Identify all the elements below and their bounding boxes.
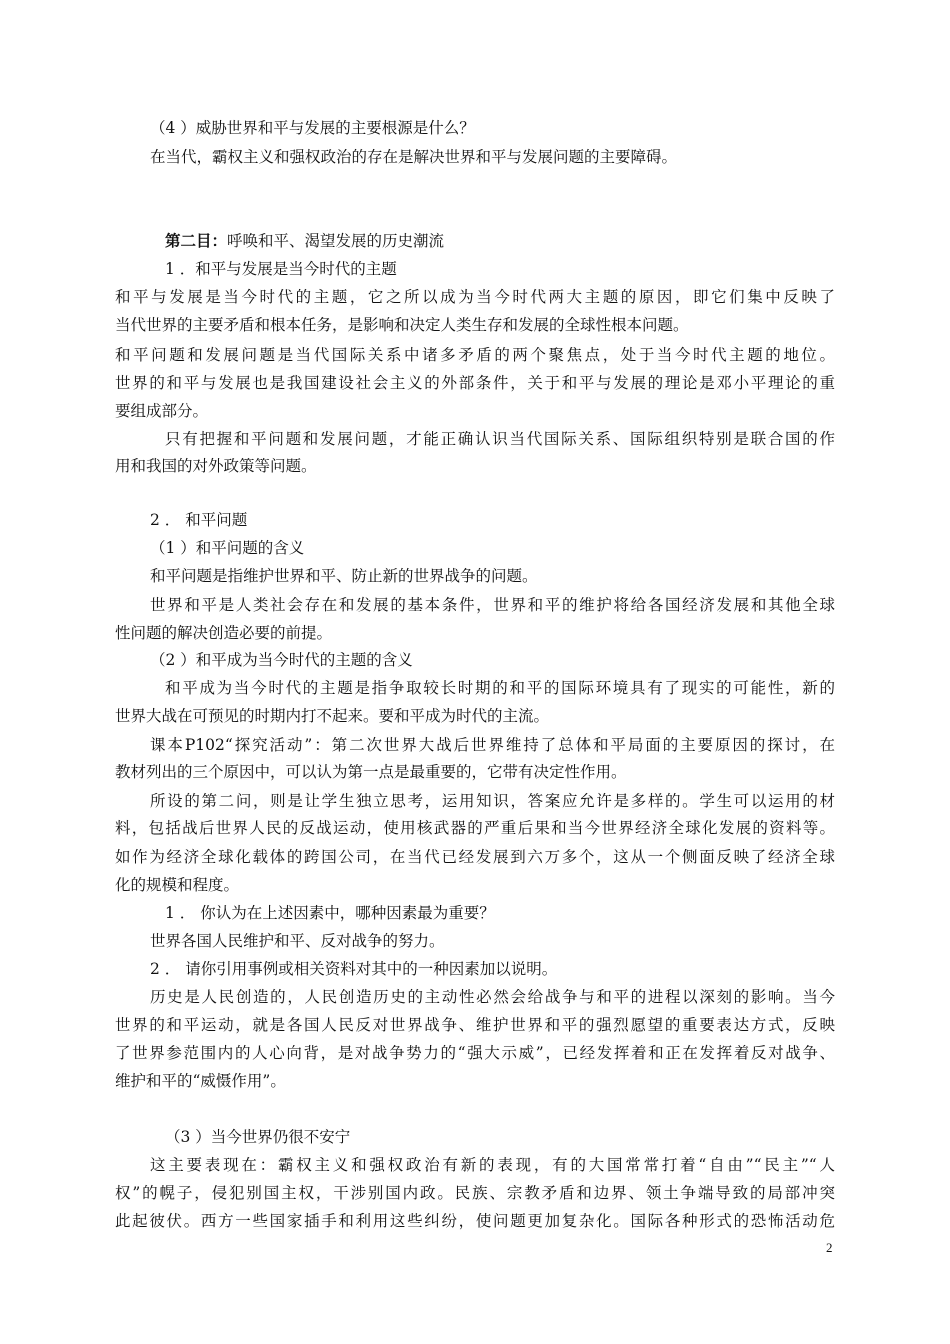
paragraph-line: 性问题的解决创造必要的前提。 — [115, 624, 333, 642]
subsection-2-heading: 2 ． 和平问题 — [150, 511, 248, 529]
paragraph-line: 如作为经济全球化载体的跨国公司，在当代已经发展到六万多个，这从一个侧面反映了经济全球 — [115, 848, 835, 866]
paragraph-line: 世界大战在可预见的时期内打不起来。要和平成为时代的主流。 — [115, 707, 550, 725]
paragraph-line: 这主要表现在：霸权主义和强权政治有新的表现，有的大国常常打着“自由”“民主”“人 — [150, 1156, 835, 1174]
question-4-heading: （4 ）威胁世界和平与发展的主要根源是什么？ — [150, 119, 475, 137]
question-2-heading: 2 ． 请你引用事例或相关资料对其中的一种因素加以说明。 — [150, 960, 558, 978]
paragraph-line: 所设的第二问，则是让学生独立思考，运用知识，答案应允许是多样的。学生可以运用的材 — [150, 792, 835, 810]
page-number: 2 — [826, 1240, 833, 1255]
paragraph-line: 教材列出的三个原因中，可以认为第一点是最重要的，它带有决定性作用。 — [115, 763, 627, 781]
paragraph-line: 了世界参范围内的人心向背，是对战争势力的“强大示威”，已经发挥着和正在发挥着反对战争、 — [115, 1044, 835, 1062]
paragraph-line: 和平成为当今时代的主题是指争取较长时期的和平的国际环境具有了现实的可能性，新的 — [165, 679, 835, 697]
paragraph-line: 维护和平的“威慑作用”。 — [115, 1072, 286, 1090]
point-1-heading: （1 ）和平问题的含义 — [150, 539, 305, 557]
point-3-heading: （3 ）当今世界仍很不安宁 — [165, 1128, 351, 1146]
paragraph-line: 世界和平是人类社会存在和发展的基本条件，世界和平的维护将给各国经济发展和其他全球 — [150, 596, 835, 614]
section-heading-title: 呼唤和平、渴望发展的历史潮流 — [227, 232, 445, 250]
paragraph-line: 和平问题是指维护世界和平、防止新的世界战争的问题。 — [150, 567, 538, 585]
paragraph-line: 课本P102“探究活动”：第二次世界大战后世界维持了总体和平局面的主要原因的探讨，在 — [150, 736, 835, 754]
paragraph-line: 世界的和平与发展也是我国建设社会主义的外部条件，关于和平与发展的理论是邓小平理论的重 — [115, 374, 835, 392]
paragraph-line: 世界各国人民维护和平、反对战争的努力。 — [150, 932, 445, 950]
paragraph-line: 和平问题和发展问题是当代国际关系中诸多矛盾的两个聚焦点，处于当今时代主题的地位。 — [115, 346, 835, 364]
paragraph-line: 此起彼伏。西方一些国家插手和利用这些纠纷，使问题更加复杂化。国际各种形式的恐怖活动危 — [115, 1212, 835, 1230]
paragraph-line: 只有把握和平问题和发展问题，才能正确认识当代国际关系、国际组织特别是联合国的作 — [165, 430, 835, 448]
paragraph-line: 权”的幌子，侵犯别国主权，干涉别国内政。民族、宗教矛盾和边界、领土争端导致的局部冲突 — [115, 1184, 835, 1202]
point-2-heading: （2 ）和平成为当今时代的主题的含义 — [150, 651, 413, 669]
subsection-1-heading: 1 ．和平与发展是当今时代的主题 — [165, 260, 397, 278]
paragraph-line: 和平与发展是当今时代的主题，它之所以成为当今时代两大主题的原因，即它们集中反映了 — [115, 288, 835, 306]
section-heading — [165, 231, 885, 251]
paragraph-line: 历史是人民创造的，人民创造历史的主动性必然会给战争与和平的进程以深刻的影响。当今 — [150, 988, 835, 1006]
paragraph-line: 料，包括战后世界人民的反战运动，使用核武器的严重后果和当今世界经济全球化发展的资料等。 — [115, 819, 835, 837]
question-4-answer: 在当代，霸权主义和强权政治的存在是解决世界和平与发展问题的主要障碍。 — [150, 148, 678, 166]
paragraph-line: 世界的和平运动，就是各国人民反对世界战争、维护世界和平的强烈愿望的重要表达方式，反映 — [115, 1016, 835, 1034]
section-heading-label: 第二目： — [165, 231, 228, 250]
paragraph-line: 用和我国的对外政策等问题。 — [115, 457, 317, 475]
question-1-heading: 1 ． 你认为在上述因素中，哪种因素最为重要？ — [165, 904, 495, 922]
paragraph-line: 要组成部分。 — [115, 402, 209, 420]
paragraph-line: 当代世界的主要矛盾和根本任务，是影响和决定人类生存和发展的全球性根本问题。 — [115, 316, 689, 334]
paragraph-line: 化的规模和程度。 — [115, 876, 240, 894]
